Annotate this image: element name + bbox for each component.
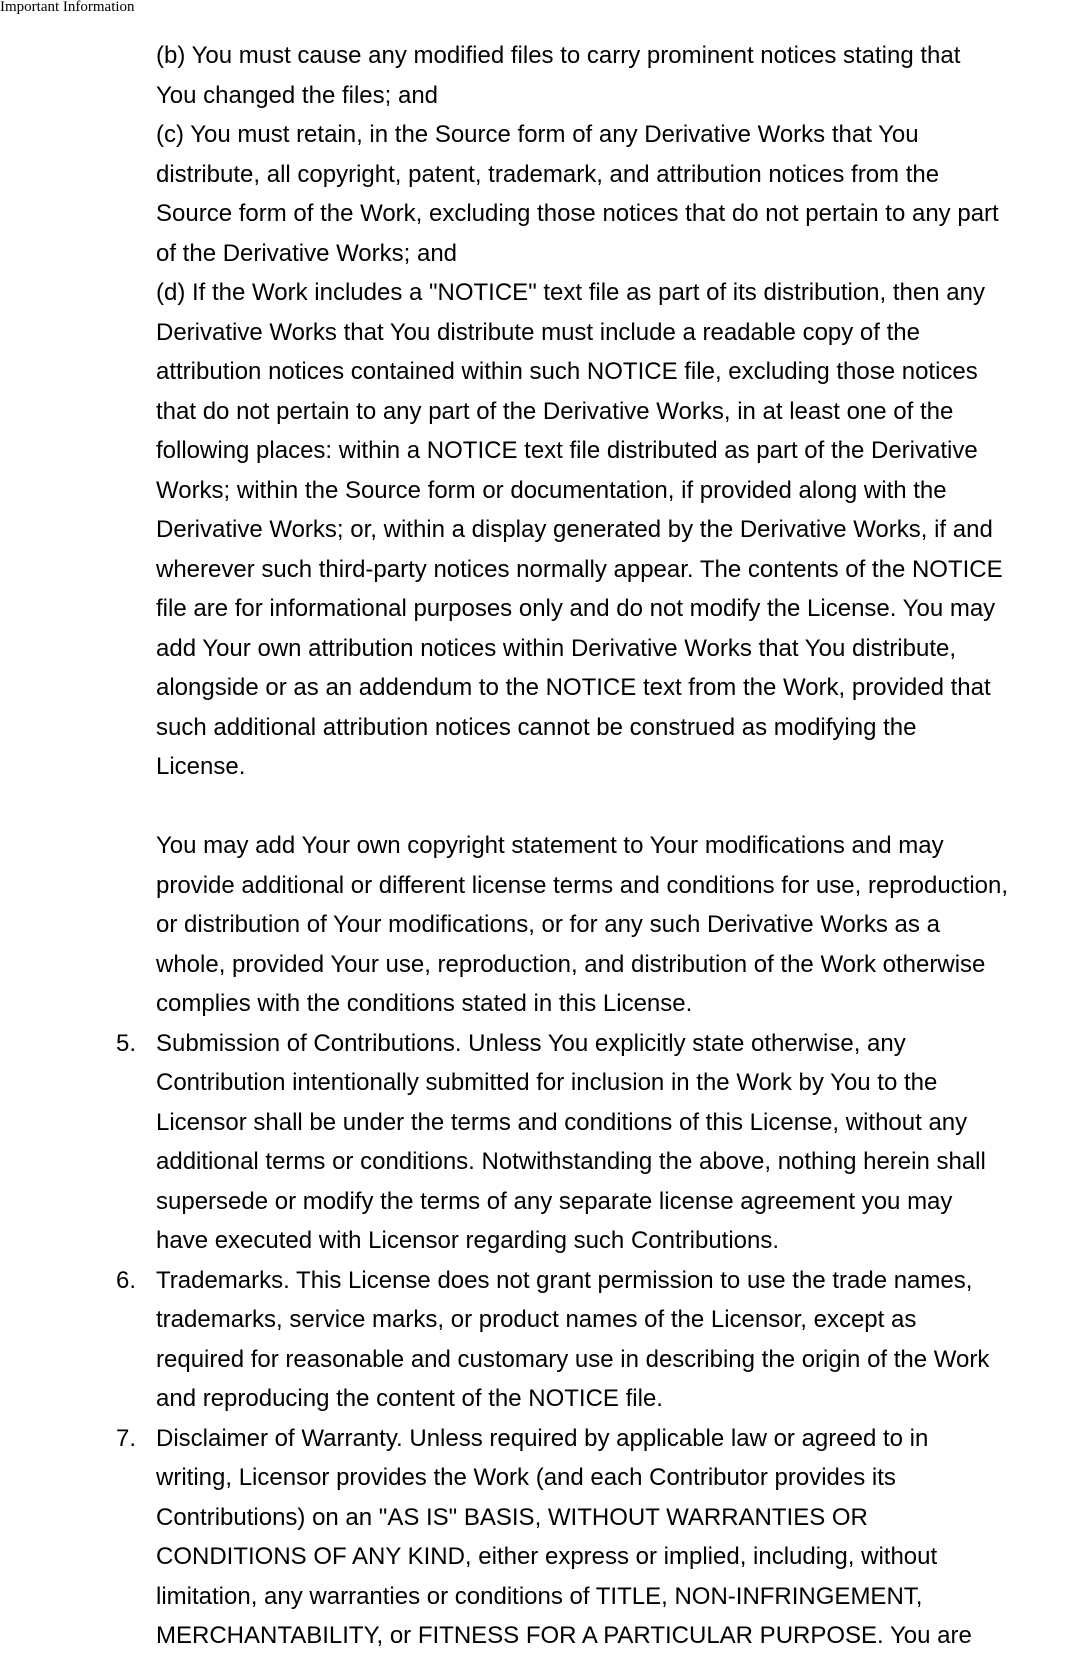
- list-item-line: required for reasonable and customary use in describing the origin of the Work: [156, 1345, 990, 1373]
- paragraph-spacer: [0, 787, 1091, 827]
- list-item-line: additional terms or conditions. Notwithstanding the above, nothing herein shall: [156, 1148, 986, 1175]
- clause-b-line: (b) You must cause any modified files to carry prominent notices stating that: [156, 42, 961, 69]
- list-item-disclaimer-of-warranty: [0, 1419, 1091, 1656]
- list-item-number: 6.: [116, 1266, 137, 1294]
- clause-d-line: Derivative Works; or, within a display generated by the Derivative Works, if and: [156, 516, 993, 543]
- list-item-line: supersede or modify the terms of any separate license agreement you may: [156, 1187, 953, 1215]
- list-item-number: 5.: [116, 1029, 137, 1057]
- list-item-line: CONDITIONS OF ANY KIND, either express or implied, including, without: [156, 1543, 938, 1570]
- clause-c-line: distribute, all copyright, patent, trademark, and attribution notices from the: [156, 160, 940, 188]
- copyright-line: whole, provided Your use, reproduction, and distribution of the Work otherwise: [156, 950, 986, 978]
- list-item-line: Contribution intentionally submitted for inclusion in the Work by You to the: [156, 1069, 938, 1096]
- clause-c-line: Source form of the Work, excluding those notices that do not pertain to any part: [156, 200, 999, 227]
- clause-d-line: wherever such third-party notices normally appear. The contents of the NOTICE: [156, 555, 1003, 583]
- list-item-number: 7.: [116, 1424, 137, 1452]
- copyright-line: complies with the conditions stated in this License.: [156, 990, 693, 1017]
- clause-d-line: License.: [156, 753, 246, 780]
- list-item-line: writing, Licensor provides the Work (and each Contributor provides its: [156, 1464, 896, 1491]
- page-header-title: Important Information: [0, 0, 135, 15]
- license-text-body: [0, 36, 1091, 1656]
- list-item-line: and reproducing the content of the NOTICE file.: [156, 1385, 663, 1412]
- clause-d-line: Works; within the Source form or documentation, if provided along with the: [156, 476, 947, 504]
- clause-d-line: following places: within a NOTICE text file distributed as part of the Derivative: [156, 437, 978, 464]
- list-item-line: Disclaimer of Warranty. Unless required by applicable law or agreed to in: [156, 1424, 929, 1452]
- list-item-submission-of-contributions: [0, 1024, 1091, 1261]
- clause-b: [0, 36, 1091, 115]
- clause-d-line: alongside or as an addendum to the NOTICE text from the Work, provided that: [156, 674, 991, 701]
- clause-c: [0, 115, 1091, 273]
- copyright-line: or distribution of Your modifications, or for any such Derivative Works as a: [156, 911, 940, 938]
- list-item-trademarks: [0, 1261, 1091, 1419]
- list-item-line: MERCHANTABILITY, or FITNESS FOR A PARTICULAR PURPOSE. You are: [156, 1622, 972, 1649]
- list-item-line: Licensor shall be under the terms and conditions of this License, without any: [156, 1108, 968, 1136]
- list-item-line: Submission of Contributions. Unless You explicitly state otherwise, any: [156, 1029, 906, 1057]
- clause-d-line: (d) If the Work includes a "NOTICE" text file as part of its distribution, then any: [156, 279, 985, 306]
- clause-d-line: that do not pertain to any part of the Derivative Works, in at least one of the: [156, 397, 954, 425]
- copyright-statement-paragraph: [0, 826, 1091, 1024]
- list-item-line: have executed with Licensor regarding such Contributions.: [156, 1227, 780, 1254]
- copyright-line: You may add Your own copyright statement to Your modifications and may: [156, 832, 944, 859]
- list-item-line: Contributions) on an "AS IS" BASIS, WITHOUT WARRANTIES OR: [156, 1503, 868, 1531]
- clause-c-line: (c) You must retain, in the Source form of any Derivative Works that You: [156, 121, 919, 148]
- list-item-line: trademarks, service marks, or product names of the Licensor, except as: [156, 1306, 917, 1333]
- clause-b-line: You changed the files; and: [156, 81, 439, 109]
- clause-d-line: attribution notices contained within such NOTICE file, excluding those notices: [156, 358, 978, 385]
- clause-d-line: add Your own attribution notices within Derivative Works that You distribute,: [156, 634, 957, 662]
- list-item-line: limitation, any warranties or conditions of TITLE, NON-INFRINGEMENT,: [156, 1582, 923, 1610]
- clause-d-line: file are for informational purposes only and do not modify the License. You may: [156, 595, 996, 622]
- clause-d: [0, 273, 1091, 787]
- clause-d-line: such additional attribution notices cannot be construed as modifying the: [156, 713, 917, 741]
- clause-d-line: Derivative Works that You distribute must include a readable copy of the: [156, 318, 920, 346]
- list-item-line: Trademarks. This License does not grant permission to use the trade names,: [156, 1266, 973, 1294]
- copyright-line: provide additional or different license terms and conditions for use, reproduction,: [156, 871, 1009, 899]
- clause-c-line: of the Derivative Works; and: [156, 239, 458, 267]
